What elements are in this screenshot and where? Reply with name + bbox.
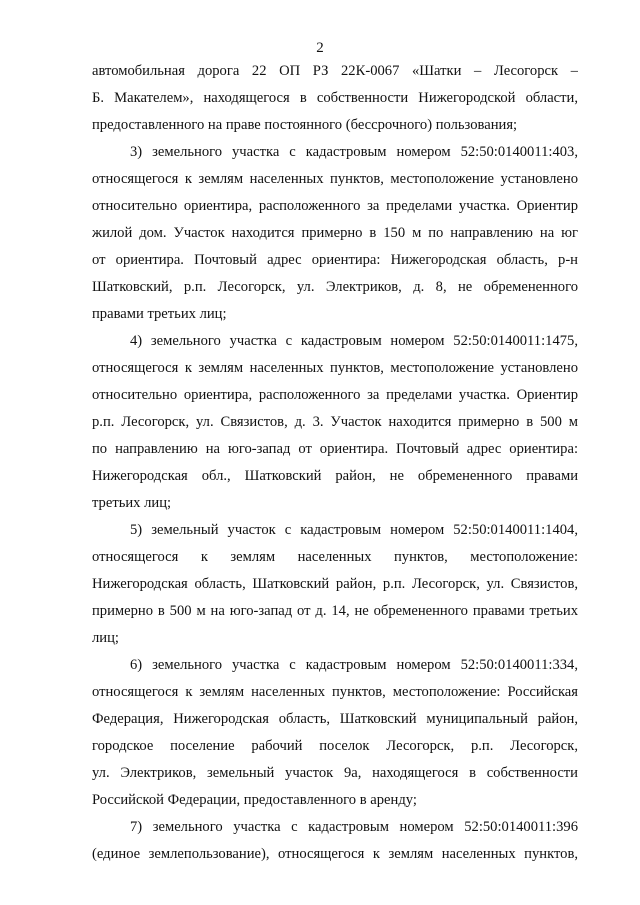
text-line: по направлению на юго-запад от ориентира. Почтовый адрес ориентира: — [92, 441, 578, 457]
text-line: Нижегородская обл., Шатковский район, не обремененного правами — [92, 468, 578, 484]
paragraph-continuation — [92, 58, 578, 139]
text-line: р.п. Лесогорск, ул. Связистов, д. 3. Участок находится примерно в 500 м — [92, 414, 578, 430]
text-line: предоставленного на праве постоянного (бессрочного) пользования; — [92, 117, 518, 133]
text-line: от ориентира. Почтовый адрес ориентира: Нижегородская область, р-н — [92, 252, 578, 268]
text-line: Российской Федерации, предоставленного в аренду; — [92, 792, 417, 808]
text-line: Б. Макателем», находящегося в собственности Нижегородской области, — [92, 90, 578, 106]
text-line: Нижегородская область, Шатковский район, р.п. Лесогорск, ул. Связистов, — [92, 576, 578, 592]
text-line: относящегося к землям населенных пунктов, местоположение: — [92, 549, 578, 565]
paragraph-item-6 — [92, 652, 578, 814]
text-line: относящегося к землям населенных пунктов, местоположение установлено — [92, 360, 578, 376]
text-line: 3) земельного участка с кадастровым номером 52:50:0140011:403, — [130, 144, 578, 160]
text-line: городское поселение рабочий поселок Лесогорск, р.п. Лесогорск, — [92, 738, 578, 754]
text-line: третьих лиц; — [92, 495, 172, 511]
text-line: лиц; — [92, 630, 119, 646]
text-line: примерно в 500 м на юго-запад от д. 14, не обремененного правами третьих — [92, 603, 578, 619]
text-line: правами третьих лиц; — [92, 306, 227, 322]
text-line: Шатковский, р.п. Лесогорск, ул. Электриков, д. 8, не обремененного — [92, 279, 578, 295]
text-line: 7) земельного участка с кадастровым номером 52:50:0140011:396 — [130, 819, 578, 835]
paragraph-item-5 — [92, 517, 578, 652]
paragraph-item-3 — [92, 139, 578, 328]
paragraph-item-7 — [92, 814, 578, 868]
text-line: относящегося к землям населенных пунктов, местоположение: Российская — [92, 684, 578, 700]
text-line: 4) земельного участка с кадастровым номером 52:50:0140011:1475, — [130, 333, 578, 349]
text-line: 5) земельный участок с кадастровым номером 52:50:0140011:1404, — [130, 522, 578, 538]
text-line: относительно ориентира, расположенного за пределами участка. Ориентир — [92, 387, 578, 403]
text-line: ул. Электриков, земельный участок 9а, находящегося в собственности — [92, 765, 578, 781]
text-line: (единое землепользование), относящегося к землям населенных пунктов, — [92, 846, 578, 862]
paragraph-item-4 — [92, 328, 578, 517]
document-body — [92, 58, 578, 868]
text-line: относящегося к землям населенных пунктов, местоположение установлено — [92, 171, 578, 187]
page-number: 2 — [316, 40, 324, 56]
text-line: Федерация, Нижегородская область, Шатковский муниципальный район, — [92, 711, 578, 727]
text-line: относительно ориентира, расположенного за пределами участка. Ориентир — [92, 198, 578, 214]
text-line: автомобильная дорога 22 ОП РЗ 22К-0067 «Шатки – Лесогорск – — [92, 63, 578, 79]
text-line: 6) земельного участка с кадастровым номером 52:50:0140011:334, — [130, 657, 578, 673]
text-line: жилой дом. Участок находится примерно в 150 м по направлению на юг — [92, 225, 578, 241]
